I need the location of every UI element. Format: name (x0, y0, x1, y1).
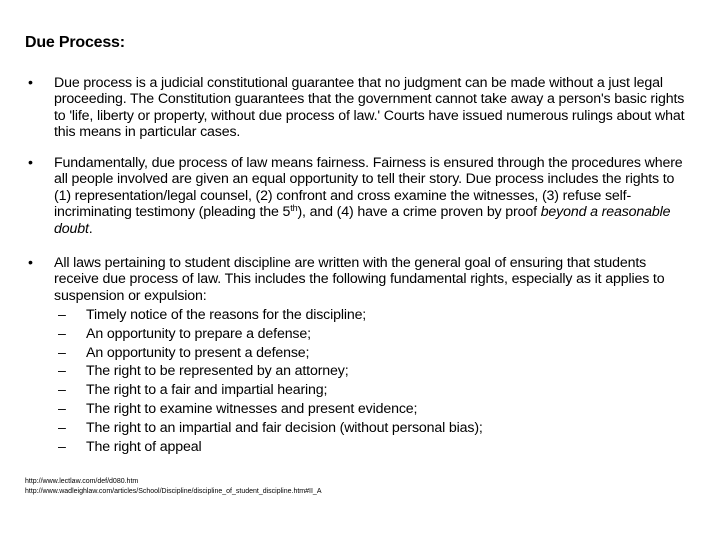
bullet-item (28, 75, 693, 141)
bullet-text: Due process is a judicial constitutional guarantee that no judgment can be made without a just legal proceeding. The Constitution guarantees that the government cannot take away a person's basic rights to 'life, liberty or property, without due process of law.' Courts have issued numerous rulings about what this means in particular cases. (54, 75, 685, 141)
sub-item-text: The right to an impartial and fair decision (without personal bias); (86, 420, 483, 437)
bullet-content (54, 255, 693, 455)
bullet-marker: • (28, 75, 33, 91)
sub-marker: – (58, 401, 66, 418)
sub-list-item (54, 326, 693, 342)
sub-item-text: The right to a fair and impartial hearing; (86, 382, 328, 399)
bullet-item (28, 155, 693, 237)
bullet-text-part: Fundamentally, due process of law means fairness. Fairness is ensured through the procedures where all people involved are given an equal opportunity to tell their story. Due process includes the rights to (1) representation/legal counsel, (2) confront and cross examine the witnesses, (3) refuse self-incriminating testimony (pleading the 5 (54, 155, 683, 221)
bullet-text-part: ), and (4) have a crime proven by proof (297, 204, 541, 221)
reference-link[interactable]: http://www.lectlaw.com/def/d080.htm (25, 478, 139, 485)
sub-item-text: An opportunity to present a defense; (86, 344, 310, 361)
sub-list (54, 307, 693, 456)
sub-item-text: An opportunity to prepare a defense; (86, 325, 311, 342)
sub-list-item (54, 363, 693, 379)
sub-list-item (54, 420, 693, 436)
bullet-item (28, 255, 693, 455)
page-title: Due Process: (25, 34, 125, 51)
sub-item-text: Timely notice of the reasons for the discipline; (86, 306, 367, 323)
bullet-marker: • (28, 255, 33, 271)
italic-phrase: beyond a reasonable doubt (54, 204, 671, 237)
reference-link[interactable]: http://www.wadleighlaw.com/articles/School/Discipline/discipline_of_student_discipline.htm#II_A (25, 488, 322, 495)
sub-marker: – (58, 306, 66, 323)
sub-marker: – (58, 420, 66, 437)
bullet-text (54, 155, 693, 237)
sub-list-item (54, 345, 693, 361)
bullet-text: All laws pertaining to student discipline are written with the general goal of ensuring that students receive due process of law. This includes the following fundamental rights, especially as it applies to suspension or expulsion: (54, 255, 665, 304)
bullet-text-end: . (88, 220, 93, 237)
sub-list-item (54, 401, 693, 417)
sub-marker: – (58, 363, 66, 380)
references (25, 477, 322, 497)
sub-item-text: The right to examine witnesses and present evidence; (86, 401, 418, 418)
bullet-marker: • (28, 155, 33, 171)
sub-list-item (54, 307, 693, 323)
sub-list-item (54, 382, 693, 398)
sub-marker: – (58, 382, 66, 399)
sub-marker: – (58, 344, 66, 361)
sub-marker: – (58, 439, 66, 456)
sub-marker: – (58, 325, 66, 342)
sub-item-text: The right to be represented by an attorney; (86, 363, 349, 380)
sub-item-text: The right of appeal (86, 439, 202, 456)
superscript: th (290, 203, 298, 214)
sub-list-item (54, 439, 693, 455)
